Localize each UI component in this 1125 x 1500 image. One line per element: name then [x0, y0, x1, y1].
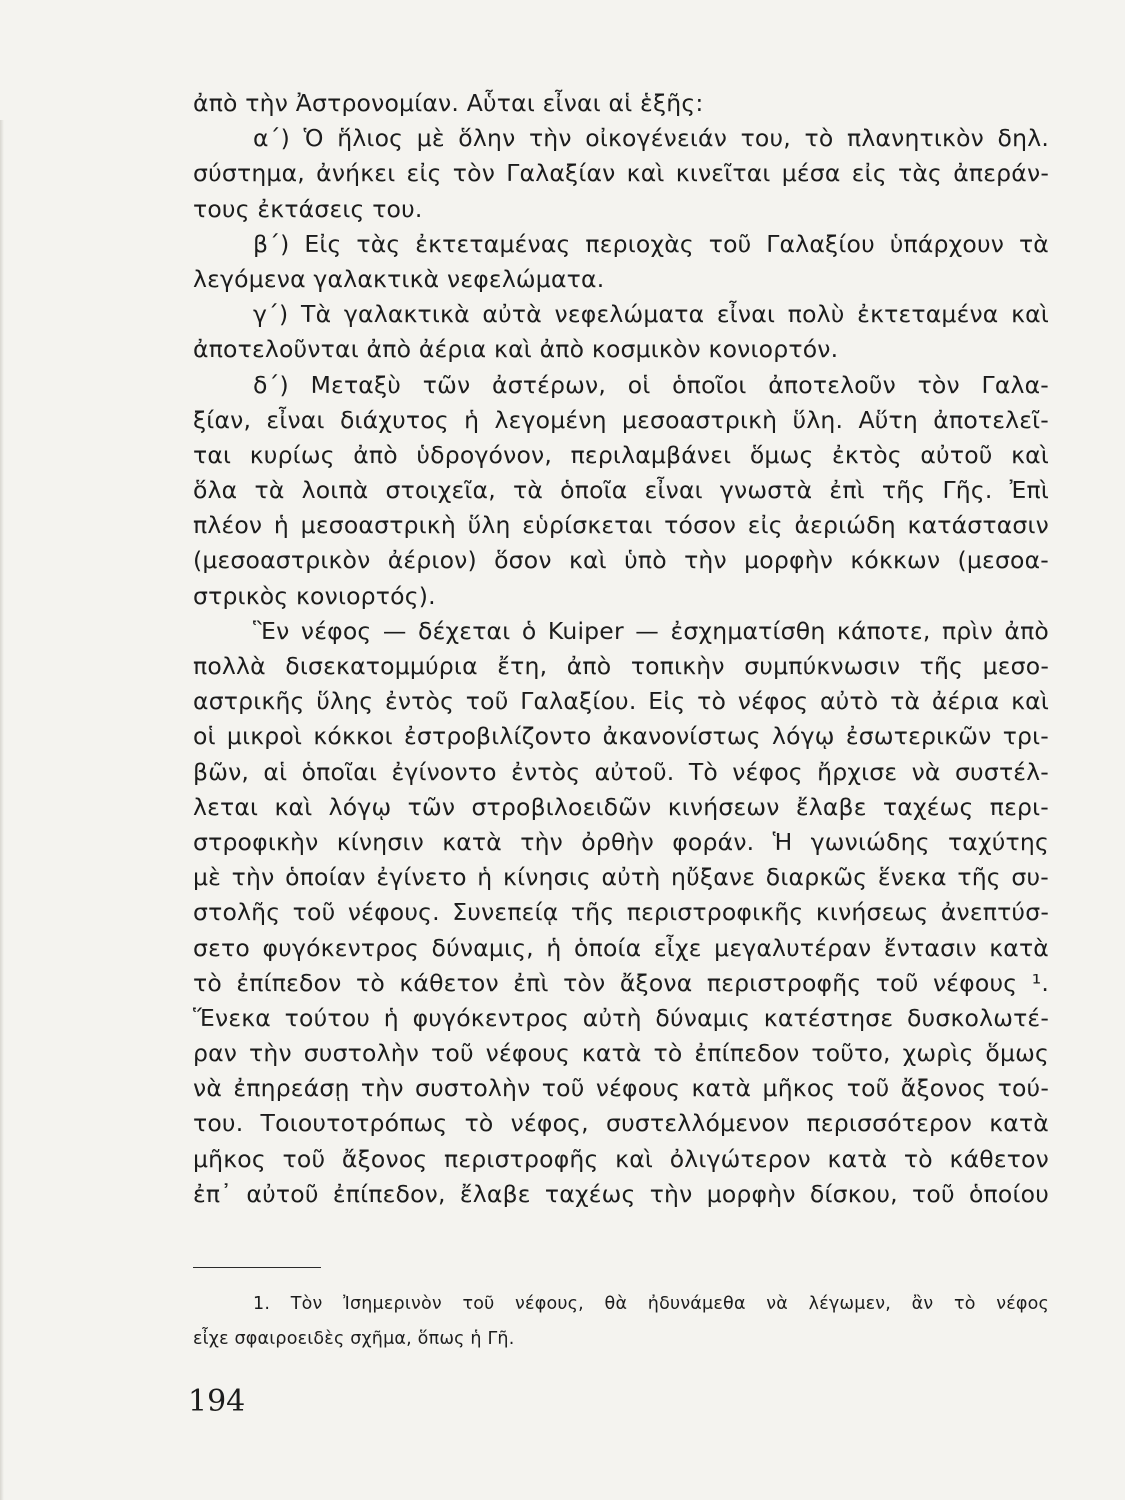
text-line: ἐπ᾽ αὐτοῦ ἐπίπεδον, ἔλαβε ταχέως τὴν μορφὴν δίσκου, τοῦ ὁποίου	[193, 1179, 1049, 1208]
text-line: αστρικῆς ὕλης ἐντὸς τοῦ Γαλαξίου. Εἰς τὸ νέφος αὐτὸ τὰ ἀέρια καὶ	[193, 687, 1049, 716]
footnote-rule	[193, 1267, 321, 1268]
text-line: του. Τοιουτοτρόπως τὸ νέφος, συστελλόμενον περισσότερον κατὰ	[193, 1109, 1049, 1138]
main-text	[193, 86, 1049, 1212]
text-line: λεγόμενα γαλακτικὰ νεφελώματα.	[193, 264, 605, 293]
text-line: τὸ ἐπίπεδον τὸ κάθετον ἐπὶ τὸν ἄξονα περιστροφῆς τοῦ νέφους ¹.	[193, 968, 1049, 997]
text-line: δ΄) Μεταξὺ τῶν ἀστέρων, οἱ ὁποῖοι ἀποτελοῦν τὸν Γαλα-	[253, 370, 1049, 399]
text-line: ται κυρίως ἀπὸ ὑδρογόνον, περιλαμβάνει ὅμως ἐκτὸς αὐτοῦ καὶ	[193, 440, 1049, 469]
text-line: ξίαν, εἶναι διάχυτος ἡ λεγομένη μεσοαστρικὴ ὕλη. Αὕτη ἀποτελεῖ-	[193, 405, 1049, 434]
text-line: στολῆς τοῦ νέφους. Συνεπείᾳ τῆς περιστροφικῆς κινήσεως ἀνεπτύσ-	[193, 898, 1049, 927]
text-line: βῶν, αἱ ὁποῖαι ἐγίνοντο ἐντὸς αὐτοῦ. Τὸ νέφος ἤρχισε νὰ συστέλ-	[193, 757, 1049, 786]
text-line: ραν τὴν συστολὴν τοῦ νέφους κατὰ τὸ ἐπίπεδον τοῦτο, χωρὶς ὅμως	[193, 1039, 1049, 1068]
text-line: λεται καὶ λόγῳ τῶν στροβιλοειδῶν κινήσεων ἔλαβε ταχέως περι-	[193, 792, 1049, 821]
footnote-line: εἶχε σφαιροειδὲς σχῆμα, ὅπως ἡ Γῆ.	[193, 1329, 515, 1350]
page-number: 194	[188, 1384, 246, 1419]
text-line: μὲ τὴν ὁποίαν ἐγίνετο ἡ κίνησις αὐτὴ ηὔξανε διαρκῶς ἕνεκα τῆς συ-	[193, 863, 1049, 892]
text-line: ὅλα τὰ λοιπὰ στοιχεῖα, τὰ ὁποῖα εἶναι γνωστὰ ἐπὶ τῆς Γῆς. Ἐπὶ	[193, 476, 1049, 505]
text-line: τους ἐκτάσεις του.	[193, 194, 423, 223]
text-line: σετο φυγόκεντρος δύναμις, ἡ ὁποία εἶχε μεγαλυτέραν ἔντασιν κατὰ	[193, 933, 1049, 962]
footnote-line: 1. Τὸν Ἰσημερινὸν τοῦ νέφους, θὰ ἠδυνάμεθα νὰ λέγωμεν, ἂν τὸ νέφος	[253, 1294, 1049, 1314]
text-line: Ἕνεκα τούτου ἡ φυγόκεντρος αὐτὴ δύναμις κατέστησε δυσκολωτέ-	[193, 1003, 1049, 1032]
text-line: μῆκος τοῦ ἄξονος περιστροφῆς καὶ ὀλιγώτερον κατὰ τὸ κάθετον	[193, 1144, 1049, 1173]
text-line: σύστημα, ἀνήκει εἰς τὸν Γαλαξίαν καὶ κινεῖται μέσα εἰς τὰς ἀπεράν-	[193, 159, 1049, 188]
text-line: Ἓν νέφος — δέχεται ὁ Kuiper — ἐσχηματίσθη κάποτε, πρὶν ἀπὸ	[253, 616, 1049, 645]
text-line: πολλὰ δισεκατομμύρια ἔτη, ἀπὸ τοπικὴν συμπύκνωσιν τῆς μεσο-	[193, 652, 1049, 680]
footnotes	[193, 1288, 1049, 1358]
text-line: οἱ μικροὶ κόκκοι ἐστροβιλίζοντο ἀκανονίστως λόγῳ ἐσωτερικῶν τρι-	[193, 722, 1049, 751]
binding-edge	[0, 120, 4, 1500]
text-line: (μεσοαστρικὸν ἀέριον) ὅσον καὶ ὑπὸ τὴν μορφὴν κόκκων (μεσοα-	[193, 546, 1049, 575]
text-line: ἀπὸ τὴν Ἀστρονομίαν. Αὗται εἶναι αἱ ἑξῆς:	[193, 89, 704, 117]
text-line: ἀποτελοῦνται ἀπὸ ἀέρια καὶ ἀπὸ κοσμικὸν κονιορτόν.	[193, 335, 839, 364]
text-line: α΄) Ὁ ἥλιος μὲ ὅλην τὴν οἰκογένειάν του, τὸ πλανητικὸν δηλ.	[253, 124, 1049, 153]
text-line: στροφικὴν κίνησιν κατὰ τὴν ὀρθὴν φοράν. Ἡ γωνιώδης ταχύτης	[193, 827, 1049, 856]
text-line: πλέον ἡ μεσοαστρικὴ ὕλη εὑρίσκεται τόσον εἰς ἀεριώδη κατάστασιν	[193, 511, 1049, 540]
text-line: γ΄) Τὰ γαλακτικὰ αὐτὰ νεφελώματα εἶναι πολὺ ἐκτεταμένα καὶ	[253, 300, 1049, 329]
text-line: β΄) Εἰς τὰς ἐκτεταμένας περιοχὰς τοῦ Γαλαξίου ὑπάρχουν τὰ	[253, 229, 1049, 258]
text-line: στρικὸς κονιορτός).	[193, 581, 436, 610]
text-line: νὰ ἐπηρεάσῃ τὴν συστολὴν τοῦ νέφους κατὰ μῆκος τοῦ ἄξονος τού-	[193, 1074, 1049, 1103]
